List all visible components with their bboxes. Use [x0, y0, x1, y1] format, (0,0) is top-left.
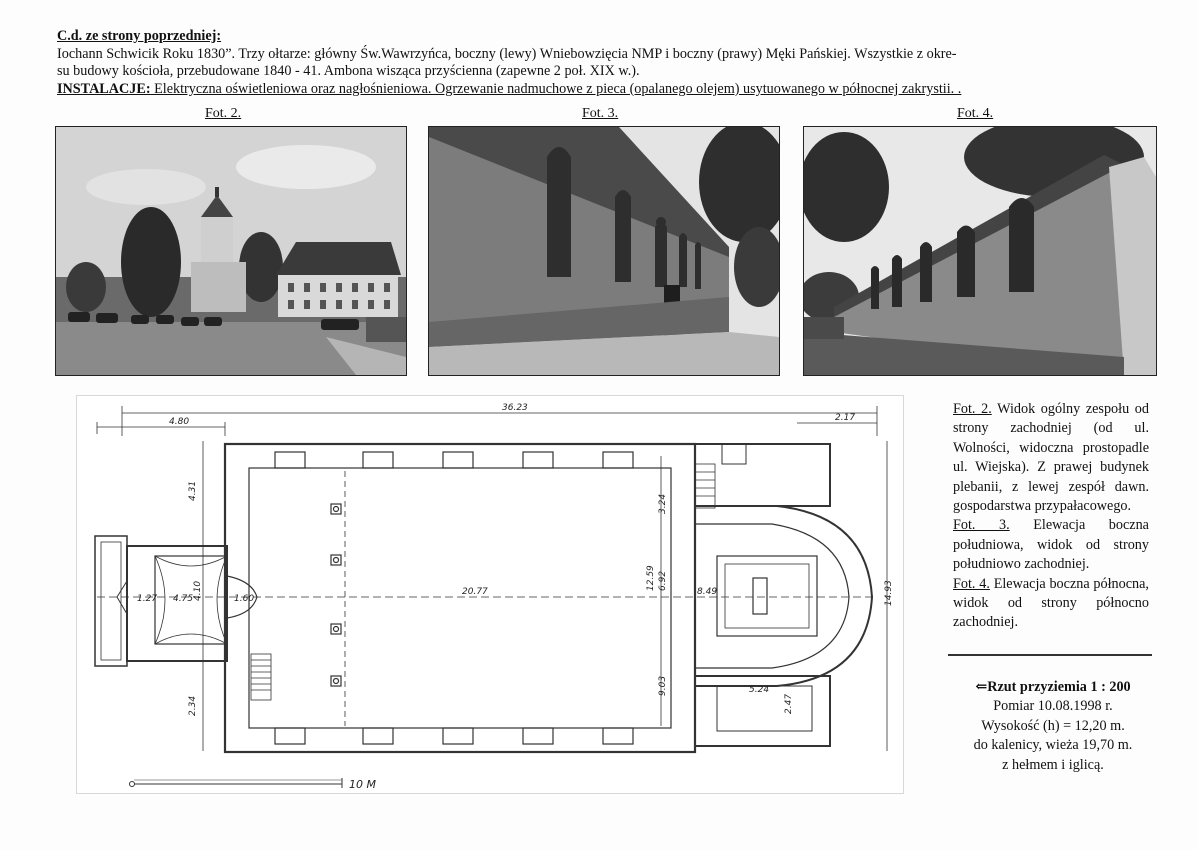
- plan-info: [953, 678, 1153, 775]
- plan-height-tower: do kalenicy, wieża 19,70 m.: [973, 737, 1133, 754]
- caption-fot4-text: Elewacja boczna północna, widok od strony północno zachodniej.: [953, 575, 1149, 631]
- dim-tower4: 1.60: [234, 594, 255, 604]
- photo-label-fot4: Fot. 4.: [957, 106, 994, 121]
- dim-h6: 9.03: [658, 675, 668, 696]
- photo-label-fot2: Fot. 2.: [205, 106, 242, 121]
- dim-sac-h: 2.47: [784, 693, 794, 714]
- photo-captions: [953, 400, 1149, 633]
- caption-fot2: [953, 400, 1149, 516]
- dim-nave: 20.77: [462, 587, 488, 597]
- floor-plan: [76, 395, 904, 794]
- dim-tower2: 4.75: [173, 594, 194, 604]
- caption-fot4-label: Fot. 4.: [953, 575, 990, 592]
- dim-h1: 4.31: [188, 480, 198, 501]
- dim-left: 4.80: [169, 417, 190, 427]
- photo-label-fot3: Fot. 3.: [582, 106, 619, 121]
- header-line-2: su budowy kościoła, przebudowane 1840 - 41. Ambona wisząca przyścienna (zapewne 2 poł. XIX w.).: [57, 63, 640, 80]
- caption-fot3: [953, 516, 1149, 574]
- installations-label: INSTALACJE:: [57, 80, 151, 97]
- caption-divider: [948, 654, 1152, 656]
- plan-title: ⇐Rzut przyziemia 1 : 200: [975, 679, 1131, 695]
- dim-apse: 8.49: [697, 587, 718, 597]
- header-block: [57, 28, 1147, 98]
- header-line-1: Iochann Schwicik Roku 1830”. Trzy ołtarze: główny Św.Wawrzyńca, boczny (lewy) Wniebowzięcia NMP i boczny (prawy) Męki Pańskiej. Wszystkie z okre-: [57, 45, 957, 62]
- dim-h3: 2.34: [188, 695, 198, 716]
- caption-fot2-label: Fot. 2.: [953, 401, 992, 417]
- scale-bar-label: 10 M: [349, 778, 376, 791]
- caption-fot3-label: Fot. 3.: [953, 517, 1010, 534]
- photo-fot4: [803, 126, 1157, 376]
- dim-tower1: 1.27: [137, 594, 158, 604]
- photo-fot2: [55, 126, 407, 376]
- caption-fot4: [953, 575, 1149, 633]
- plan-height: Wysokość (h) = 12,20 m.: [981, 717, 1125, 734]
- installations-line: [57, 81, 1147, 99]
- dim-total: 36.23: [502, 403, 528, 413]
- dim-h4: 12.59: [646, 565, 656, 591]
- dim-h2: 3.24: [658, 493, 668, 514]
- continued-heading: C.d. ze strony poprzedniej:: [57, 28, 222, 44]
- caption-fot2-text: Widok ogólny zespołu od strony zachodniej (od ul. Wolności, widoczna prostopadle ul. Wiejska). Z prawej budynek plebanii, z lewej zespół dawn. gospodarstwa przypałacowego.: [953, 401, 1149, 515]
- dim-tower3: 4.10: [193, 580, 203, 601]
- dim-h7: 14.93: [884, 580, 894, 606]
- dim-right: 2.17: [835, 413, 856, 423]
- plan-height-spire: z hełmem i iglicą.: [1002, 756, 1104, 773]
- dim-h5: 6.92: [658, 570, 668, 591]
- installations-text: Elektryczna oświetleniowa oraz nagłośnieniowa. Ogrzewanie nadmuchowe z pieca (opalanego olejem) usytuowanego w północnej zakrystii. .: [150, 80, 962, 97]
- caption-fot3-text: Elewacja boczna południowa, widok od strony południowo zachodniej.: [953, 517, 1149, 573]
- plan-survey-date: Pomiar 10.08.1998 r.: [993, 698, 1113, 715]
- photo-fot3: [428, 126, 780, 376]
- dim-sac-w: 5.24: [749, 685, 770, 695]
